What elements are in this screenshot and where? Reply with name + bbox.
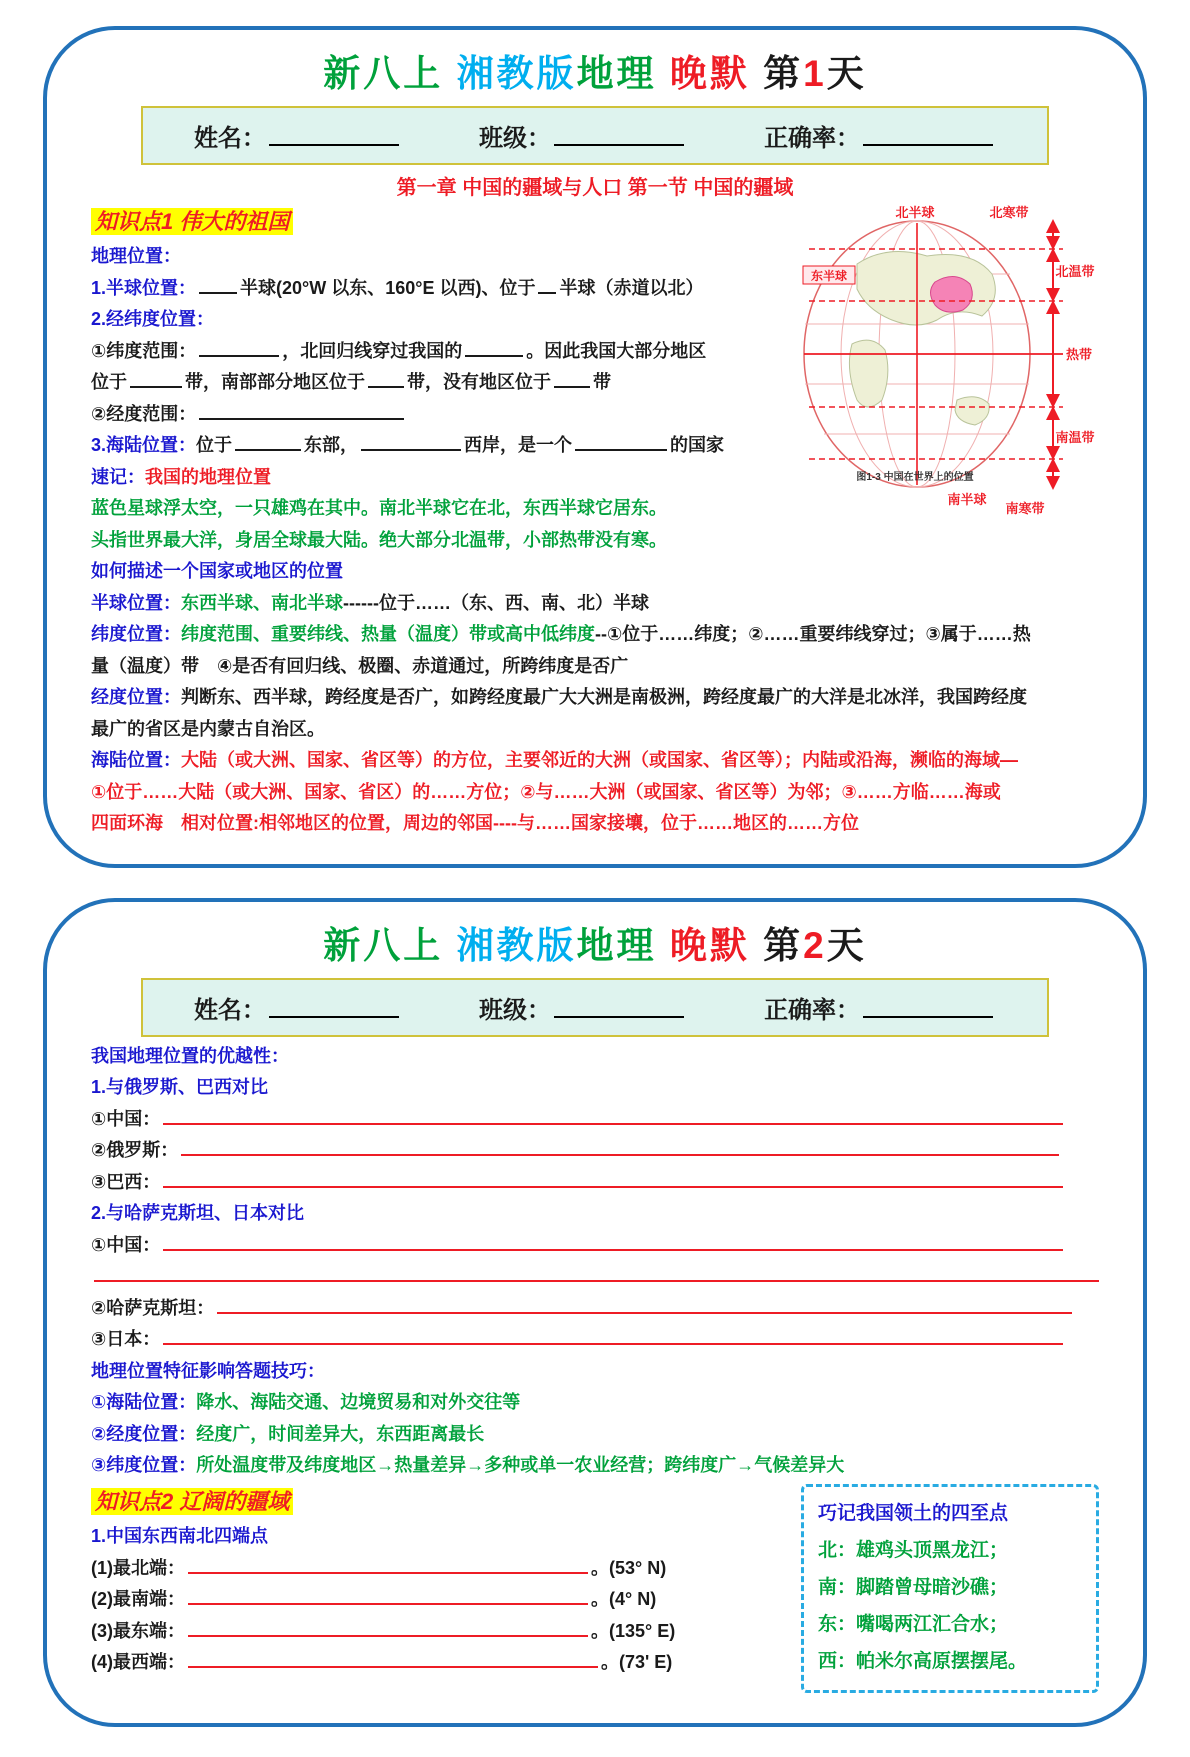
name-label: 姓名： (193, 996, 266, 1024)
text-segment: 降水、海陆交通、边境贸易和对外交往等 (196, 1392, 521, 1413)
class-field (479, 118, 687, 153)
text-line (91, 525, 1099, 557)
fill-in-blank (188, 1557, 588, 1574)
text-segment: 湘教版 (456, 53, 577, 94)
text-segment: 第 (763, 53, 804, 94)
text-line (91, 556, 1099, 588)
fill-in-blank (538, 277, 556, 294)
map-label-south-temperate: 南温带 (1055, 430, 1095, 446)
text-line (91, 1041, 1099, 1073)
text-segment: 知识点1 伟大的祖国 (91, 208, 293, 235)
map-label-north-temperate: 北温带 (1055, 264, 1095, 280)
fill-in-blank (163, 1108, 1063, 1125)
fill-in-blank (163, 1328, 1063, 1345)
text-segment: 南：脚踏曾母暗沙礁； (818, 1576, 1009, 1598)
text-segment: 地理 (576, 924, 670, 966)
text-segment: 1 (803, 53, 827, 94)
text-segment: 西：帕米尔高原摆摆尾。 (818, 1651, 1028, 1673)
fill-in-blank (361, 434, 461, 451)
fill-in-blank (94, 1265, 1099, 1282)
text-line (91, 1261, 1099, 1293)
text-line (91, 808, 1099, 840)
text-segment: 东部， (304, 435, 359, 456)
text-line (91, 1324, 1099, 1356)
worksheet-title-day1 (91, 50, 1099, 98)
text-segment: 最广的省区是内蒙古自治区。 (91, 718, 325, 739)
text-segment: 东西半球、南北半球 (181, 592, 343, 613)
text-segment: 地理位置： (91, 246, 181, 267)
china-world-position-map (797, 204, 1099, 529)
text-segment: 位于 (196, 435, 233, 456)
text-line (91, 714, 1099, 746)
text-segment: (2)最南端： (91, 1589, 185, 1610)
fill-in-blank (368, 371, 404, 388)
text-segment: (4)最西端： (91, 1652, 185, 1673)
text-segment: --①位于……纬度；②……重要纬线穿过；③属于……热 (595, 624, 1031, 645)
day2-text-lines-top (91, 1041, 1099, 1482)
fill-in-blank (188, 1651, 598, 1668)
text-segment: 蓝色星球浮太空，一只雄鸡在其中。南北半球它在北，东西半球它居东。 (91, 498, 667, 519)
text-line (91, 682, 1099, 714)
text-segment: ③日本： (91, 1329, 161, 1350)
text-segment: 湘教版 (456, 924, 577, 966)
text-segment: ------位于……（东、西、南、北）半球 (343, 592, 649, 613)
worksheet-title-day2 (91, 922, 1099, 970)
text-segment: 西岸，是一个 (464, 435, 573, 456)
text-segment: 。(53° N) (591, 1557, 667, 1578)
text-segment: 晚默 (669, 924, 764, 966)
tip-box-title (818, 1495, 1082, 1532)
student-info-bar-2 (141, 978, 1048, 1037)
text-segment: 带，南部部分地区位于 (185, 372, 365, 393)
name-blank (269, 1001, 399, 1018)
chapter-heading: 第一章 中国的疆域与人口 第一节 中国的疆域 (396, 177, 794, 200)
fill-in-blank (465, 340, 523, 357)
text-segment: 海陆位置： (91, 750, 181, 771)
text-segment: (3)最东端： (91, 1620, 185, 1641)
text-segment: 1.半球位置： (91, 277, 197, 298)
text-segment: 1.与俄罗斯、巴西对比 (91, 1077, 269, 1098)
text-line (91, 1450, 1099, 1482)
text-segment: 经度广，时间差异大，东西距离最长 (196, 1423, 485, 1444)
text-segment: 所处温度带及纬度地区→热量差异→多种或单一农业经营；跨纬度广→气候差异大 (196, 1455, 845, 1476)
text-segment: 巧记我国领土的四至点 (818, 1502, 1009, 1524)
text-segment: 四面环海 相对位置:相邻地区的位置，周边的邻国----与……国家接壤，位于……地区的……方位 (91, 813, 859, 834)
text-line (91, 1230, 1099, 1262)
text-line (91, 1104, 1099, 1136)
text-line (91, 1419, 1099, 1451)
map-label-south-frigid: 南寒带 (1005, 501, 1045, 517)
text-segment: 3.海陆位置： (91, 435, 197, 456)
world-map-figure (797, 204, 1099, 524)
fill-in-blank (199, 340, 279, 357)
text-segment: (1)最北端： (91, 1557, 185, 1578)
text-segment: 北：雄鸡头顶黑龙江； (818, 1539, 1009, 1561)
text-segment: ③纬度位置： (91, 1455, 197, 1476)
text-segment: 我国的地理位置 (145, 466, 271, 487)
text-line (818, 1532, 1082, 1569)
accuracy-blank (863, 129, 993, 146)
text-line (818, 1569, 1082, 1606)
class-field (479, 990, 687, 1025)
fill-in-blank (575, 434, 667, 451)
text-segment: 第 (763, 924, 804, 966)
text-segment: 东：嘴喝两江汇合水； (818, 1614, 1009, 1636)
text-segment: 2 (803, 924, 827, 966)
text-segment: 经度位置： (91, 687, 181, 708)
text-segment: 半球位置： (91, 592, 181, 613)
class-label: 班级： (479, 125, 551, 153)
class-blank (554, 1001, 684, 1018)
text-segment: ，北回归线穿过我国的 (282, 340, 463, 361)
name-field (194, 990, 402, 1025)
fill-in-blank (199, 403, 404, 420)
day2-content (91, 1041, 1099, 1699)
map-label-east-hemisphere: 东半球 (810, 269, 848, 284)
worksheet-day1-panel (43, 26, 1147, 868)
text-line (91, 619, 1099, 651)
text-line (91, 1387, 1099, 1419)
text-segment: 带，没有地区位于 (407, 372, 551, 393)
fill-in-blank (130, 371, 182, 388)
text-segment: 判断东、西半球，跨经度是否广，如跨经度最广大大洲是南极洲，跨经度最广的大洋是北冰洋，我国跨经度 (181, 687, 1027, 708)
worksheet-day2-panel (43, 898, 1147, 1727)
accuracy-field (764, 990, 996, 1025)
name-blank (269, 129, 399, 146)
fill-in-blank (188, 1620, 588, 1637)
name-field (194, 118, 402, 153)
text-line (818, 1643, 1082, 1680)
text-segment: 速记： (91, 466, 145, 487)
accuracy-label: 正确率： (764, 125, 861, 153)
text-line (91, 1135, 1099, 1167)
class-blank (554, 129, 684, 146)
accuracy-field (764, 118, 996, 153)
text-segment: 知识点2 辽阔的疆域 (91, 1488, 293, 1515)
map-label-south-hemisphere: 南半球 (947, 492, 987, 508)
memory-tip-box (801, 1484, 1099, 1693)
text-segment: 位于 (91, 372, 127, 393)
text-segment: 带 (593, 372, 611, 393)
text-line (91, 651, 1099, 683)
text-segment: 2.与哈萨克斯坦、日本对比 (91, 1203, 305, 1224)
map-label-tropic: 热带 (1065, 347, 1093, 363)
text-line (91, 588, 1099, 620)
text-segment: 地理 (576, 53, 670, 94)
text-segment: ①位于……大陆（或大洲、国家、省区）的……方位；②与……大洲（或国家、省区等）为邻；③……方临……海或 (91, 781, 1001, 802)
page-title (91, 50, 1099, 98)
text-line (91, 1072, 1099, 1104)
text-segment: ②经度范围： (91, 403, 197, 424)
text-line (91, 1293, 1099, 1325)
text-segment: ②哈萨克斯坦： (91, 1297, 215, 1318)
text-segment: 新八上 (323, 53, 457, 94)
text-segment: ①中国： (91, 1108, 161, 1129)
text-segment: 半球(20°W 以东、160°E 以西)、位于 (240, 277, 536, 298)
fill-in-blank (163, 1171, 1063, 1188)
text-segment: 半球（赤道以北） (559, 277, 704, 298)
text-segment: 纬度位置： (91, 624, 181, 645)
accuracy-blank (863, 1001, 993, 1018)
text-segment: 。(73' E) (601, 1652, 673, 1673)
map-label-north-frigid: 北寒带 (989, 205, 1029, 221)
text-segment: ②经度位置： (91, 1423, 197, 1444)
page-title (91, 922, 1099, 970)
name-label: 姓名： (193, 125, 266, 153)
text-segment: 的国家 (670, 435, 725, 456)
accuracy-label: 正确率： (764, 996, 861, 1024)
text-segment: 新八上 (323, 924, 457, 966)
day1-content (91, 204, 1099, 840)
fill-in-blank (199, 277, 237, 294)
china-region (931, 277, 973, 313)
text-segment: 我国地理位置的优越性： (91, 1045, 289, 1066)
text-segment: 。(135° E) (591, 1620, 676, 1641)
text-line (91, 1167, 1099, 1199)
text-line (91, 745, 1099, 777)
text-segment: 。因此我国大部分地区 (526, 340, 707, 361)
text-line (91, 777, 1099, 809)
student-info-bar (141, 106, 1048, 165)
text-segment: 纬度范围、重要纬线、热量（温度）带或高中低纬度 (181, 624, 595, 645)
text-segment: 头指世界最大洋，身居全球最大陆。绝大部分北温带，小部热带没有寒。 (91, 529, 667, 550)
fill-in-blank (163, 1234, 1063, 1251)
text-segment: 。(4° N) (591, 1589, 657, 1610)
text-segment: ①中国： (91, 1234, 161, 1255)
map-caption: 图1-3 中国在世界上的位置 (856, 472, 974, 484)
fill-in-blank (554, 371, 590, 388)
text-segment: ①海陆位置： (91, 1392, 197, 1413)
text-segment: 晚默 (669, 53, 764, 94)
text-segment: 量（温度）带 ④是否有回归线、极圈、赤道通过，所跨纬度是否广 (91, 655, 629, 676)
text-segment: 2.经纬度位置： (91, 309, 215, 330)
text-segment: ①纬度范围： (91, 340, 197, 361)
text-segment: ②俄罗斯： (91, 1140, 179, 1161)
text-segment: 大陆（或大洲、国家、省区等）的方位，主要邻近的大洲（或国家、省区等）；内陆或沿海，濒临的海域— (181, 750, 1018, 771)
text-line (91, 1198, 1099, 1230)
text-segment: 1.中国东西南北四端点 (91, 1526, 269, 1547)
text-line (818, 1606, 1082, 1643)
text-segment: ③巴西： (91, 1171, 161, 1192)
fill-in-blank (181, 1139, 1059, 1156)
text-segment: 天 (826, 924, 867, 966)
text-segment: 如何描述一个国家或地区的位置 (91, 561, 343, 582)
fill-in-blank (235, 434, 301, 451)
text-line (91, 1356, 1099, 1388)
fill-in-blank (188, 1588, 588, 1605)
map-label-north-hemisphere: 北半球 (895, 205, 935, 221)
text-segment: 地理位置特征影响答题技巧： (91, 1360, 325, 1381)
class-label: 班级： (479, 996, 551, 1024)
text-segment: 天 (826, 53, 867, 94)
fill-in-blank (217, 1297, 1072, 1314)
